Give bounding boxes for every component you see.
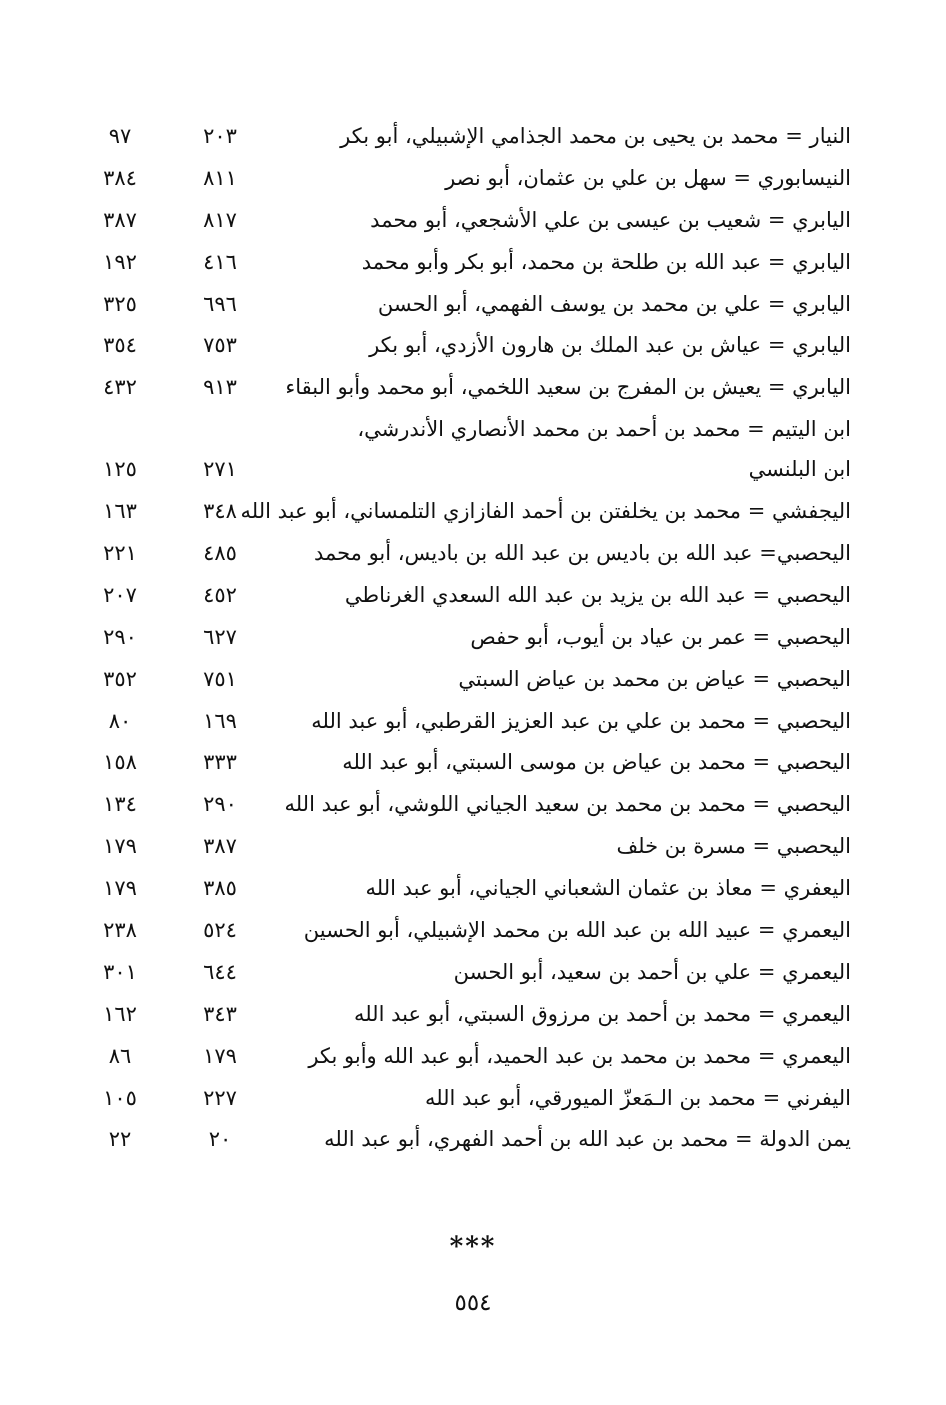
entry-name: اليعمري = عبيد الله بن عبد الله بن محمد الإشبيلي، أبو الحسين: [303, 918, 851, 943]
index-row: [0, 1078, 946, 1120]
index-row: [0, 158, 946, 200]
entry-page: ٨٦: [108, 1043, 132, 1068]
entry-page: ٢٢: [108, 1127, 132, 1152]
entry-number: ٨١١: [203, 165, 237, 190]
index-row: [0, 116, 946, 158]
entry-page: ٢٠٧: [103, 582, 137, 607]
index-row: [0, 868, 946, 910]
entry-name: يمن الدولة = محمد بن عبد الله بن أحمد الفهري، أبو عبد الله: [324, 1127, 851, 1152]
index-row: [0, 952, 946, 994]
entry-name: النيار = محمد بن يحيى بن محمد الجذامي الإشبيلي، أبو بكر: [340, 124, 851, 148]
entry-name: اليابري = شعيب بن عيسى بن علي الأشجعي، أبو محمد: [370, 207, 851, 232]
entry-number: ٣٤٣: [203, 1001, 237, 1026]
entry-page: ١٢٥: [103, 457, 137, 482]
entry-number: ٩١٣: [203, 375, 237, 400]
entry-number: ٢٠٣: [203, 124, 237, 148]
entry-page: ٨٠: [108, 708, 132, 733]
entry-name: اليابري = علي بن محمد بن يوسف الفهمي، أبو الحسن: [377, 291, 851, 316]
entry-name: اليابري = عياش بن عبد الملك بن هارون الأزدي، أبو بكر: [369, 333, 851, 358]
entry-name: ابن اليتيم = محمد بن أحمد بن محمد الأنصاري الأندرشي،: [357, 417, 851, 442]
entry-page: ١٧٩: [103, 876, 137, 901]
index-row: [0, 200, 946, 242]
entry-number: ٣٨٧: [203, 834, 237, 859]
entry-name: النيسابوري = سهل بن علي بن عثمان، أبو نصر: [445, 165, 851, 190]
entry-page: ١٦٣: [103, 499, 137, 524]
entry-number: ٧٥١: [203, 666, 237, 691]
index-row: [0, 617, 946, 659]
index-row: [0, 325, 946, 367]
entry-name: اليحصبي = محمد بن محمد بن سعيد الجياني اللوشي، أبو عبد الله: [284, 792, 851, 817]
entry-name: اليحصبي = عبد الله بن يزيد بن عبد الله السعدي الغرناطي: [344, 582, 851, 607]
entry-name: اليعمري = علي بن أحمد بن سعيد، أبو الحسن: [453, 959, 851, 984]
entry-page: ١٣٤: [103, 792, 137, 817]
entry-page: ٤٣٢: [103, 375, 137, 400]
entry-number: ٣٨٥: [203, 876, 237, 901]
entry-page: ٩٧: [108, 124, 132, 148]
entry-name: اليفرني = محمد بن الـمَعزّ الميورقي، أبو عبد الله: [424, 1085, 851, 1110]
entry-number: ٤٥٢: [203, 582, 237, 607]
entry-page: ٣٨٧: [103, 207, 137, 232]
index-row: [0, 449, 946, 491]
index-row: [0, 659, 946, 701]
entry-number: ١٧٩: [203, 1043, 237, 1068]
entry-number: ٦٤٤: [203, 959, 237, 984]
entry-name: اليابري = يعيش بن المفرج بن سعيد اللخمي، أبو محمد وأبو البقاء: [285, 375, 851, 400]
entry-number: ٦٩٦: [203, 291, 237, 316]
entry-name: اليابري = عبد الله بن طلحة بن محمد، أبو بكر وأبو محمد: [361, 249, 851, 274]
entry-page: ١٥٨: [103, 750, 137, 775]
entry-name: اليحصبي = عمر بن عياد بن أيوب، أبو حفص: [470, 624, 851, 649]
page-number: ٥٥٤: [454, 1290, 492, 1316]
index-row: [0, 284, 946, 326]
entry-name: اليحصبي = مسرة بن خلف: [616, 834, 851, 859]
index-row: [0, 994, 946, 1036]
entry-name: اليحصبي = محمد بن علي بن عبد العزيز القرطبي، أبو عبد الله: [311, 708, 851, 733]
index-row: [0, 910, 946, 952]
entry-page: ٣٥٤: [103, 333, 137, 358]
name-index-list: [0, 116, 946, 1161]
index-row: [0, 242, 946, 284]
entry-name: اليعفري = معاذ بن عثمان الشعباني الجياني، أبو عبد الله: [365, 876, 851, 901]
entry-number: ١٦٩: [203, 708, 237, 733]
entry-name: اليحصبي = عياض بن محمد بن عياض السبتي: [458, 666, 851, 691]
entry-page: ١٦٢: [103, 1001, 137, 1026]
index-row: [0, 701, 946, 743]
index-row: [0, 1119, 946, 1161]
entry-number: ٢٠: [208, 1127, 232, 1152]
entry-name: ابن البلنسي: [748, 457, 851, 482]
entry-name: اليعمري = محمد بن محمد بن عبد الحميد، أبو عبد الله وأبو بكر: [308, 1043, 851, 1068]
entry-page: ٣٢٥: [103, 291, 137, 316]
index-row: [0, 1036, 946, 1078]
entry-page: ٢٢١: [103, 541, 137, 566]
entry-page: ١٠٥: [103, 1085, 137, 1110]
index-row: [0, 367, 946, 409]
index-row: [0, 742, 946, 784]
entry-page: ٣٥٢: [103, 666, 137, 691]
entry-page: ١٧٩: [103, 834, 137, 859]
entry-number: ٢٩٠: [203, 792, 237, 817]
entry-number: ٣٤٨: [203, 499, 237, 524]
index-row: [0, 533, 946, 575]
entry-page: ٣٠١: [103, 959, 137, 984]
entry-name: اليعمري = محمد بن أحمد بن مرزوق السبتي، أبو عبد الله: [353, 1001, 851, 1026]
entry-number: ٧٥٣: [203, 333, 237, 358]
entry-page: ١٩٢: [103, 249, 137, 274]
entry-name: اليحصبي = محمد بن عياض بن موسى السبتي، أبو عبد الله: [342, 750, 851, 775]
entry-page: ٢٩٠: [103, 624, 137, 649]
entry-name: اليحصبي= عبد الله بن باديس بن عبد الله بن باديس، أبو محمد: [313, 541, 851, 566]
entry-number: ٢٧١: [203, 457, 237, 482]
entry-name: اليجفشي = محمد بن يخلفتن بن أحمد الفازازي التلمساني، أبو عبد الله: [240, 499, 851, 524]
entry-number: ٥٢٤: [203, 918, 237, 943]
entry-page: ٢٣٨: [103, 918, 137, 943]
index-row: [0, 826, 946, 868]
entry-number: ٤٨٥: [203, 541, 237, 566]
entry-page: ٣٨٤: [103, 165, 137, 190]
index-row: [0, 784, 946, 826]
entry-number: ٨١٧: [203, 207, 237, 232]
section-end-asterisks: ***: [449, 1232, 497, 1262]
entry-number: ٦٢٧: [203, 624, 237, 649]
index-row: [0, 409, 946, 449]
entry-number: ٢٢٧: [203, 1085, 237, 1110]
index-row: [0, 491, 946, 533]
entry-number: ٤١٦: [203, 249, 237, 274]
index-row: [0, 575, 946, 617]
entry-number: ٣٣٣: [203, 750, 237, 775]
